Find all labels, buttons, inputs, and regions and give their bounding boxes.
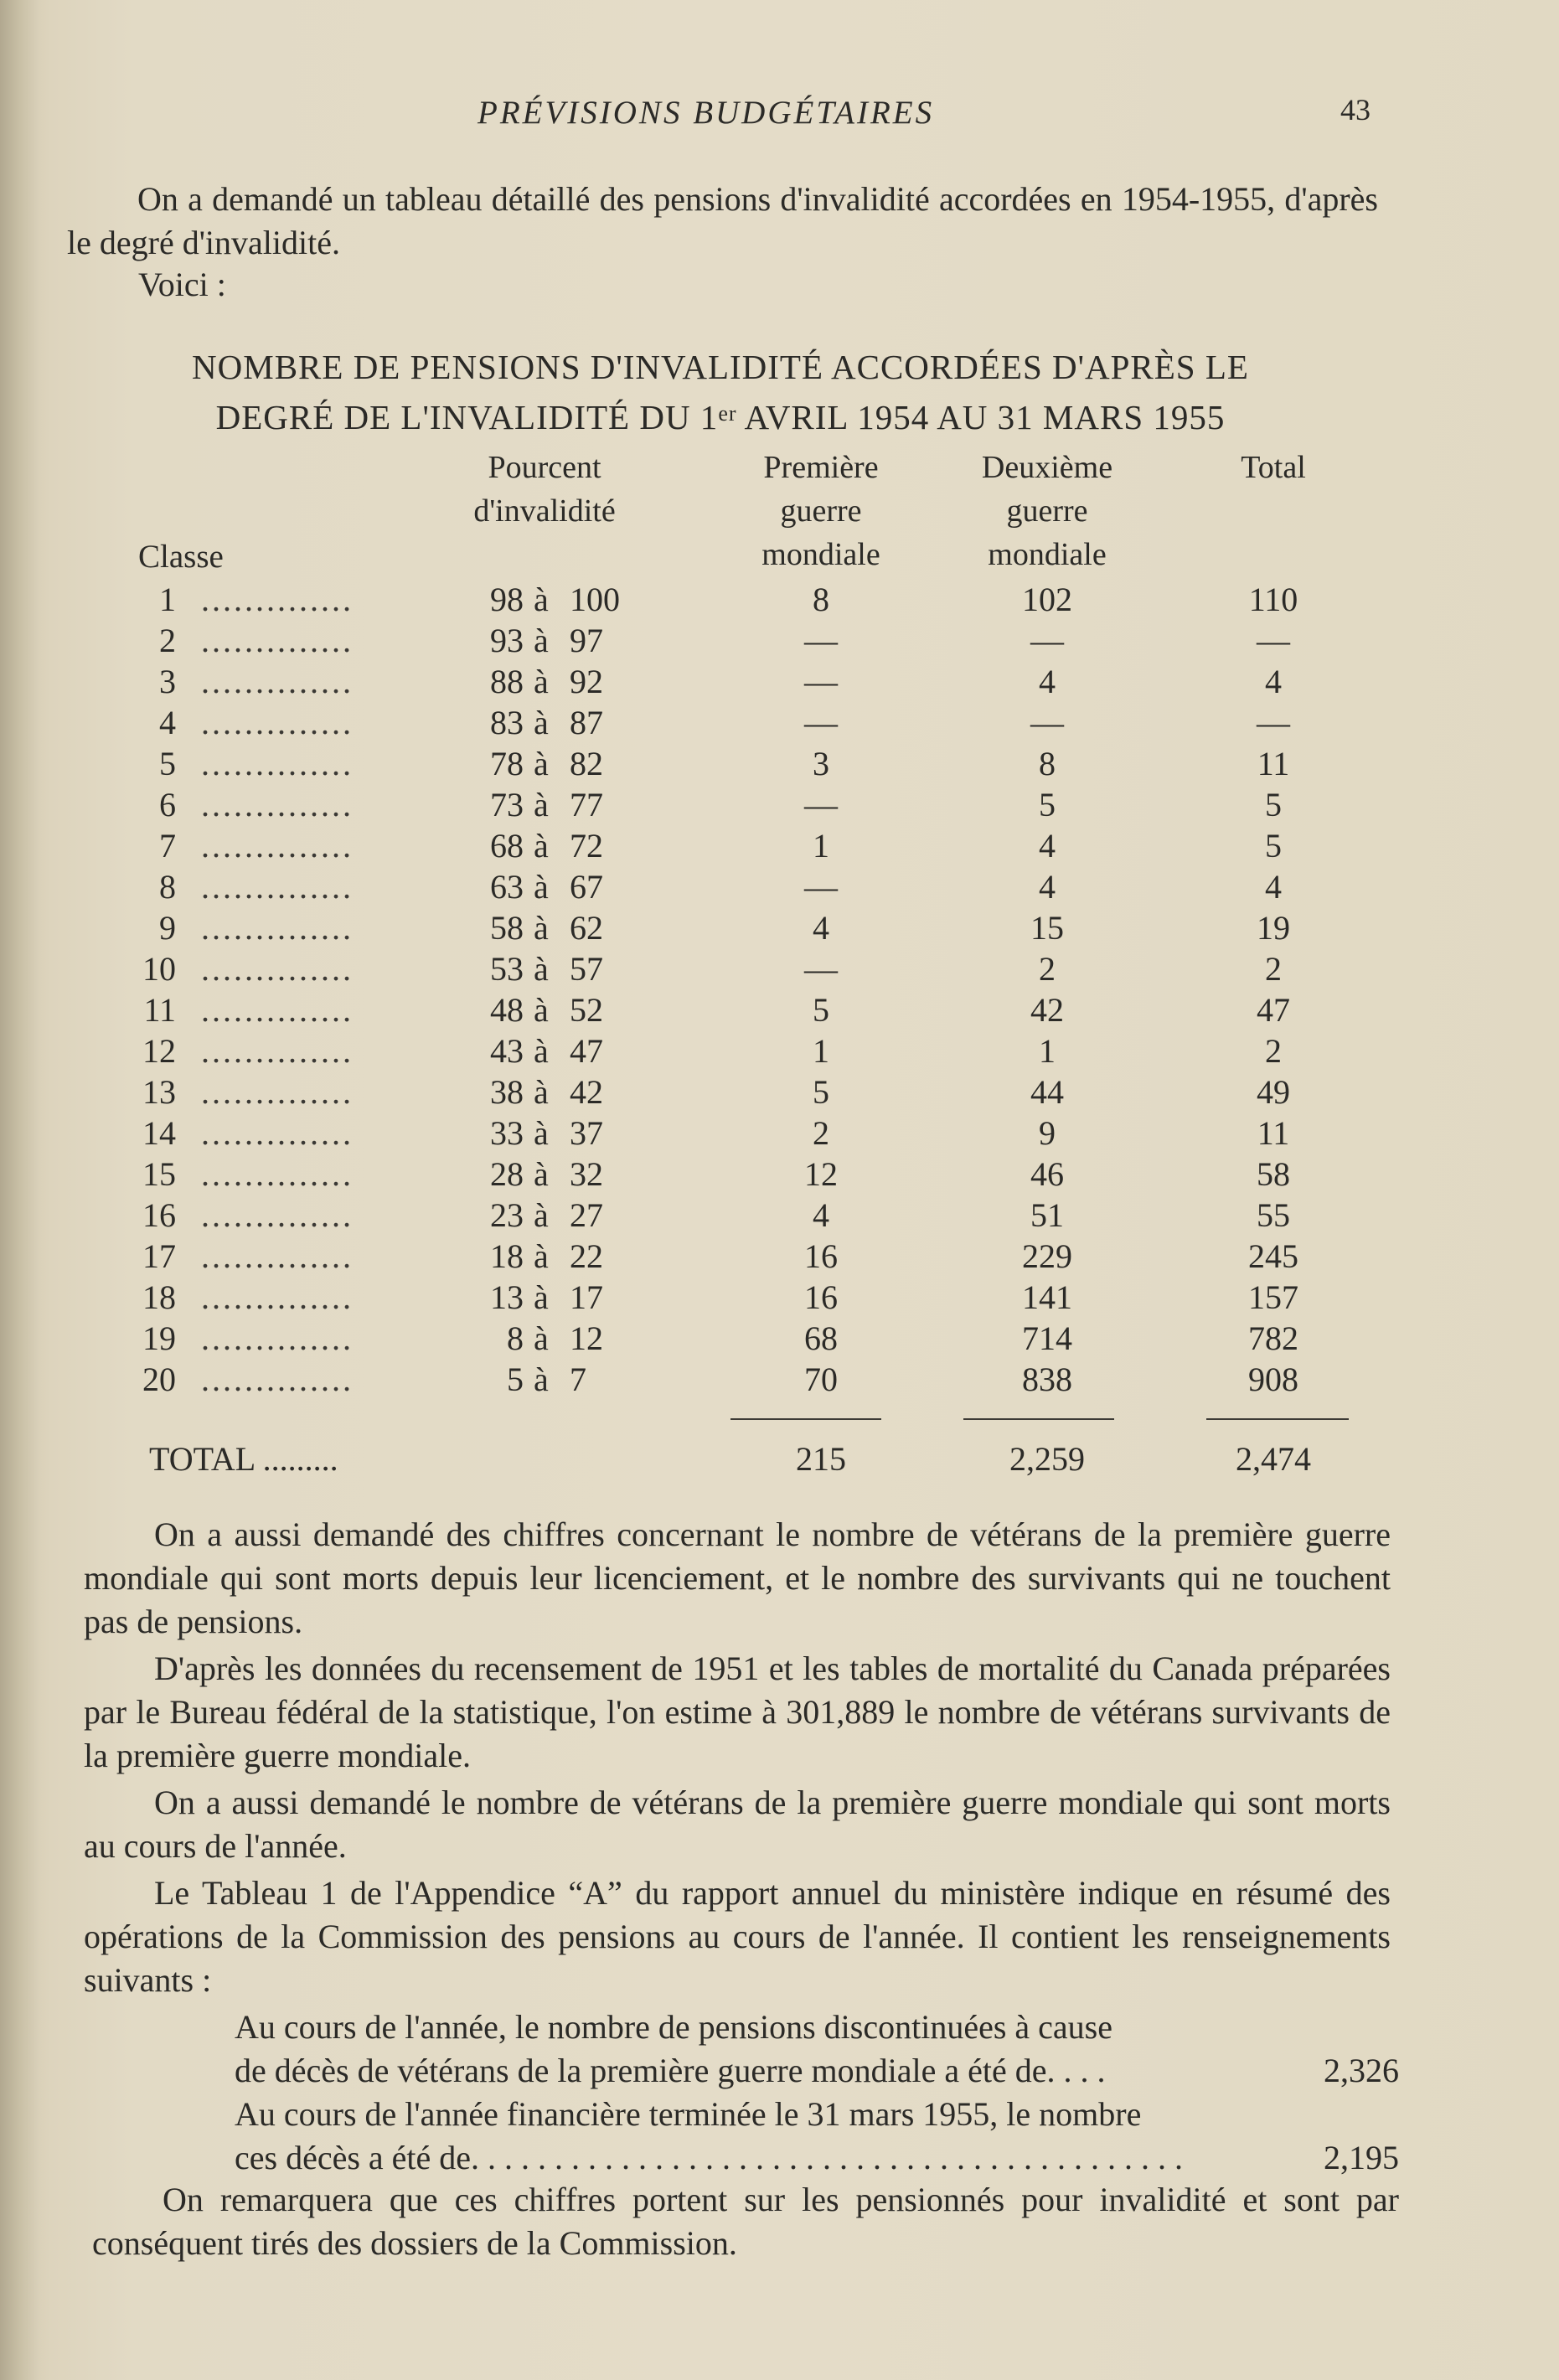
deuxieme-guerre-count: 15	[1030, 909, 1064, 947]
class-number: 1	[159, 581, 176, 618]
running-title: PRÉVISIONS BUDGÉTAIRES	[478, 95, 935, 131]
deuxieme-guerre-count: 42	[1030, 991, 1064, 1029]
percent-low: 13	[490, 1278, 524, 1316]
total-count: 5	[1265, 786, 1282, 823]
class-number: 11	[143, 991, 176, 1029]
percent-high: 97	[570, 622, 603, 659]
premiere-guerre-count: 5	[813, 1073, 829, 1111]
table-row	[0, 580, 1559, 621]
table-row	[0, 949, 1559, 990]
table-row	[0, 990, 1559, 1031]
leader-dots: ..............	[201, 581, 354, 618]
class-number: 20	[142, 1360, 176, 1398]
leader-dots: ..............	[201, 1114, 354, 1152]
total-count: 5	[1265, 827, 1282, 865]
percent-high: 27	[570, 1196, 603, 1234]
leader-dots: ..............	[201, 663, 354, 700]
total-count: 55	[1257, 1196, 1290, 1234]
percent-separator: à	[534, 622, 549, 659]
total-count: 908	[1248, 1360, 1298, 1398]
deuxieme-guerre-count: —	[1030, 704, 1064, 741]
percent-low: 23	[490, 1196, 524, 1234]
leader-dots: ..............	[201, 909, 354, 947]
class-number: 13	[142, 1073, 176, 1111]
table-row	[0, 1195, 1559, 1236]
deuxieme-guerre-count: 46	[1030, 1155, 1064, 1193]
leader-dots: ..............	[201, 1032, 354, 1070]
paragraph-3	[84, 1781, 1391, 1868]
percent-separator: à	[534, 827, 549, 865]
percent-separator: à	[534, 1237, 549, 1275]
total-deuxieme: 2,259	[1009, 1440, 1085, 1478]
table-row	[0, 1319, 1559, 1360]
percent-separator: à	[534, 1278, 549, 1316]
premiere-guerre-count: —	[804, 786, 838, 823]
percent-separator: à	[534, 745, 549, 782]
paragraph-1-text: On a aussi demandé des chiffres concernant le nombre de vétérans de la première guerre mondiale qui sont morts depuis leur licenciement, et le nombre des survivants qui ne touchent pas de pensions.	[84, 1515, 1391, 1640]
class-number: 2	[159, 622, 176, 659]
premiere-guerre-count: —	[804, 950, 838, 988]
class-number: 6	[159, 786, 176, 823]
summary-item-1-line-2: de décès de vétérans de la première guerre mondiale a été de. . . .	[235, 2052, 1106, 2089]
table-row	[0, 908, 1559, 949]
table-row	[0, 1154, 1559, 1195]
total-count: 19	[1257, 909, 1290, 947]
percent-separator: à	[534, 1319, 549, 1357]
class-number: 14	[142, 1114, 176, 1152]
sum-rule-deuxieme	[963, 1418, 1114, 1420]
percent-low: 18	[490, 1237, 524, 1275]
percent-high: 47	[570, 1032, 603, 1070]
percent-low: 43	[490, 1032, 524, 1070]
table-title	[67, 343, 1374, 441]
deuxieme-guerre-count: 838	[1022, 1360, 1072, 1398]
percent-separator: à	[534, 1360, 549, 1398]
percent-high: 82	[570, 745, 603, 782]
deuxieme-guerre-count: 44	[1030, 1073, 1064, 1111]
paragraph-4	[84, 1871, 1391, 2002]
percent-high: 12	[570, 1319, 603, 1357]
table-row	[0, 785, 1559, 826]
summary-item-2-value: 2,195	[1324, 2139, 1399, 2176]
table-row	[0, 1072, 1559, 1113]
deuxieme-guerre-count: 4	[1039, 663, 1056, 700]
deuxieme-guerre-count: 5	[1039, 786, 1056, 823]
class-number: 19	[142, 1319, 176, 1357]
class-number: 7	[159, 827, 176, 865]
percent-high: 92	[570, 663, 603, 700]
percent-separator: à	[534, 991, 549, 1029]
total-count: 4	[1265, 868, 1282, 906]
percent-high: 62	[570, 909, 603, 947]
premiere-guerre-count: 4	[813, 909, 829, 947]
percent-separator: à	[534, 581, 549, 618]
table-row	[0, 1031, 1559, 1072]
deuxieme-guerre-count: 9	[1039, 1114, 1056, 1152]
premiere-guerre-count: 5	[813, 991, 829, 1029]
percent-high: 52	[570, 991, 603, 1029]
leader-dots: ..............	[201, 827, 354, 865]
percent-separator: à	[534, 1073, 549, 1111]
percent-low: 53	[490, 950, 524, 988]
premiere-guerre-count: 16	[804, 1237, 838, 1275]
total-count: 2	[1265, 950, 1282, 988]
summary-item-2-line-2: ces décès a été de. . . . . . . . . . . . . . . . . . . . . . . . . . . . . . . . . . . . . . . . . . .	[235, 2139, 1184, 2176]
intro-text: On a demandé un tableau détaillé des pensions d'invalidité accordées en 1954-1955, d'après le degré d'invalidité.	[67, 180, 1378, 261]
total-count: 58	[1257, 1155, 1290, 1193]
premiere-guerre-count: —	[804, 704, 838, 741]
total-count: 4	[1265, 663, 1282, 700]
header-classe: Classe	[138, 539, 224, 575]
percent-separator: à	[534, 1032, 549, 1070]
header-pourcent: Pourcent d'invalidité	[473, 450, 616, 529]
total-count: 157	[1248, 1278, 1298, 1316]
table-row	[0, 703, 1559, 744]
leader-dots: ..............	[201, 991, 354, 1029]
deuxieme-guerre-count: 1	[1039, 1032, 1056, 1070]
percent-separator: à	[534, 663, 549, 700]
class-number: 17	[142, 1237, 176, 1275]
premiere-guerre-count: 1	[813, 1032, 829, 1070]
percent-low: 98	[490, 581, 524, 618]
deuxieme-guerre-count: 714	[1022, 1319, 1072, 1357]
total-count: 110	[1248, 581, 1298, 618]
sum-rule-total	[1206, 1418, 1349, 1420]
leader-dots: ..............	[201, 1278, 354, 1316]
percent-low: 68	[490, 827, 524, 865]
table-title-line-1: NOMBRE DE PENSIONS D'INVALIDITÉ ACCORDÉES D'APRÈS LE	[192, 348, 1249, 386]
premiere-guerre-count: 2	[813, 1114, 829, 1152]
total-count: 49	[1257, 1073, 1290, 1111]
percent-low: 5	[507, 1360, 524, 1398]
percent-low: 28	[490, 1155, 524, 1193]
premiere-guerre-count: 16	[804, 1278, 838, 1316]
leader-dots: ..............	[201, 745, 354, 782]
summary-item-2	[235, 2093, 1399, 2180]
table-title-line-2	[67, 390, 1374, 441]
intro-paragraph	[67, 178, 1378, 265]
title-line-2-start: DEGRÉ DE L'INVALIDITÉ DU 1	[215, 398, 719, 436]
percent-low: 83	[490, 704, 524, 741]
deuxieme-guerre-count: 8	[1039, 745, 1056, 782]
percent-high: 87	[570, 704, 603, 741]
percent-high: 100	[570, 581, 620, 618]
class-number: 10	[142, 950, 176, 988]
percent-low: 33	[490, 1114, 524, 1152]
premiere-guerre-count: 8	[813, 581, 829, 618]
deuxieme-guerre-count: 229	[1022, 1237, 1072, 1275]
class-number: 5	[159, 745, 176, 782]
deuxieme-guerre-count: —	[1030, 622, 1064, 659]
percent-low: 93	[490, 622, 524, 659]
deuxieme-guerre-count: 102	[1022, 581, 1072, 618]
paragraph-2	[84, 1647, 1391, 1778]
percent-low: 73	[490, 786, 524, 823]
total-count: —	[1257, 622, 1290, 659]
percent-separator: à	[534, 704, 549, 741]
table-row	[0, 621, 1559, 662]
percent-high: 72	[570, 827, 603, 865]
class-number: 15	[142, 1155, 176, 1193]
class-number: 18	[142, 1278, 176, 1316]
leader-dots: ..............	[201, 622, 354, 659]
premiere-guerre-count: 70	[804, 1360, 838, 1398]
deuxieme-guerre-count: 4	[1039, 827, 1056, 865]
table-row	[0, 1360, 1559, 1401]
percent-high: 22	[570, 1237, 603, 1275]
percent-high: 37	[570, 1114, 603, 1152]
percent-low: 8	[507, 1319, 524, 1357]
deuxieme-guerre-count: 4	[1039, 868, 1056, 906]
header-total: Total	[1241, 450, 1306, 485]
summary-item-1-line-1: Au cours de l'année, le nombre de pensions discontinuées à cause	[235, 2008, 1112, 2046]
class-number: 3	[159, 663, 176, 700]
header-deuxieme-guerre: Deuxième guerre mondiale	[981, 450, 1113, 572]
table-row	[0, 1113, 1559, 1154]
percent-low: 78	[490, 745, 524, 782]
premiere-guerre-count: 4	[813, 1196, 829, 1234]
leader-dots: ..............	[201, 704, 354, 741]
leader-dots: ..............	[201, 1319, 354, 1357]
total-count: 2	[1265, 1032, 1282, 1070]
percent-low: 63	[490, 868, 524, 906]
table-row	[0, 744, 1559, 785]
table-row	[0, 1278, 1559, 1319]
leader-dots: ..............	[201, 1360, 354, 1398]
table-row	[0, 826, 1559, 867]
table-row	[0, 867, 1559, 908]
leader-dots: ..............	[201, 786, 354, 823]
percent-separator: à	[534, 1155, 549, 1193]
percent-low: 38	[490, 1073, 524, 1111]
premiere-guerre-count: —	[804, 663, 838, 700]
table-row	[0, 1236, 1559, 1278]
summary-item-1	[235, 2006, 1399, 2093]
percent-separator: à	[534, 786, 549, 823]
percent-high: 67	[570, 868, 603, 906]
total-count: 11	[1257, 1114, 1290, 1152]
leader-dots: ..............	[201, 950, 354, 988]
percent-separator: à	[534, 950, 549, 988]
closing-text: On remarquera que ces chiffres portent sur les pensionnés pour invalidité et sont par conséquent tirés des dossiers de la Commission.	[92, 2181, 1399, 2262]
class-number: 16	[142, 1196, 176, 1234]
premiere-guerre-count: 12	[804, 1155, 838, 1193]
page-number: 43	[1340, 93, 1371, 126]
percent-high: 17	[570, 1278, 603, 1316]
title-line-2-end: AVRIL 1954 AU 31 MARS 1955	[736, 398, 1226, 436]
percent-high: 7	[570, 1360, 586, 1398]
paragraph-4-text: Le Tableau 1 de l'Appendice “A” du rapport annuel du ministère indique en résumé des opérations de la Commission des pensions au cours de l'année. Il contient les renseignements suivants :	[84, 1874, 1391, 1999]
total-count: 11	[1257, 745, 1290, 782]
percent-low: 88	[490, 663, 524, 700]
premiere-guerre-count: 1	[813, 827, 829, 865]
closing-paragraph	[92, 2178, 1399, 2265]
total-count: 782	[1248, 1319, 1298, 1357]
premiere-guerre-count: —	[804, 868, 838, 906]
percent-separator: à	[534, 909, 549, 947]
percent-separator: à	[534, 868, 549, 906]
paragraph-3-text: On a aussi demandé le nombre de vétérans de la première guerre mondiale qui sont morts au cours de l'année.	[84, 1784, 1391, 1865]
total-total: 2,474	[1236, 1440, 1311, 1478]
deuxieme-guerre-count: 2	[1039, 950, 1056, 988]
deuxieme-guerre-count: 141	[1022, 1278, 1072, 1316]
percent-high: 32	[570, 1155, 603, 1193]
class-number: 4	[159, 704, 176, 741]
premiere-guerre-count: 68	[804, 1319, 838, 1357]
leader-dots: ..............	[201, 1196, 354, 1234]
total-count: 245	[1248, 1237, 1298, 1275]
leader-dots: ..............	[201, 1073, 354, 1111]
deuxieme-guerre-count: 51	[1030, 1196, 1064, 1234]
sum-rule-premiere	[730, 1418, 881, 1420]
paragraph-1	[84, 1513, 1391, 1644]
percent-separator: à	[534, 1114, 549, 1152]
intro-voici: Voici :	[138, 266, 226, 303]
paragraph-2-text: D'après les données du recensement de 1951 et les tables de mortalité du Canada préparées par le Bureau fédéral de la statistique, l'on estime à 301,889 le nombre de vétérans survivants de la première guerre mondiale.	[84, 1649, 1391, 1774]
title-ordinal: er	[718, 401, 737, 426]
summary-item-1-value: 2,326	[1324, 2052, 1399, 2089]
percent-high: 57	[570, 950, 603, 988]
table-row	[0, 662, 1559, 703]
percent-low: 48	[490, 991, 524, 1029]
total-label: TOTAL .........	[149, 1440, 338, 1478]
leader-dots: ..............	[201, 868, 354, 906]
summary-item-2-line-1: Au cours de l'année financière terminée le 31 mars 1955, le nombre	[235, 2095, 1142, 2133]
class-number: 8	[159, 868, 176, 906]
percent-high: 77	[570, 786, 603, 823]
percent-separator: à	[534, 1196, 549, 1234]
total-count: —	[1257, 704, 1290, 741]
premiere-guerre-count: —	[804, 622, 838, 659]
percent-high: 42	[570, 1073, 603, 1111]
leader-dots: ..............	[201, 1237, 354, 1275]
leader-dots: ..............	[201, 1155, 354, 1193]
class-number: 12	[142, 1032, 176, 1070]
class-number: 9	[159, 909, 176, 947]
header-premiere-guerre: Première guerre mondiale	[761, 450, 880, 572]
total-premiere: 215	[796, 1440, 846, 1478]
percent-low: 58	[490, 909, 524, 947]
premiere-guerre-count: 3	[813, 745, 829, 782]
total-count: 47	[1257, 991, 1290, 1029]
total-row	[0, 1439, 1559, 1481]
